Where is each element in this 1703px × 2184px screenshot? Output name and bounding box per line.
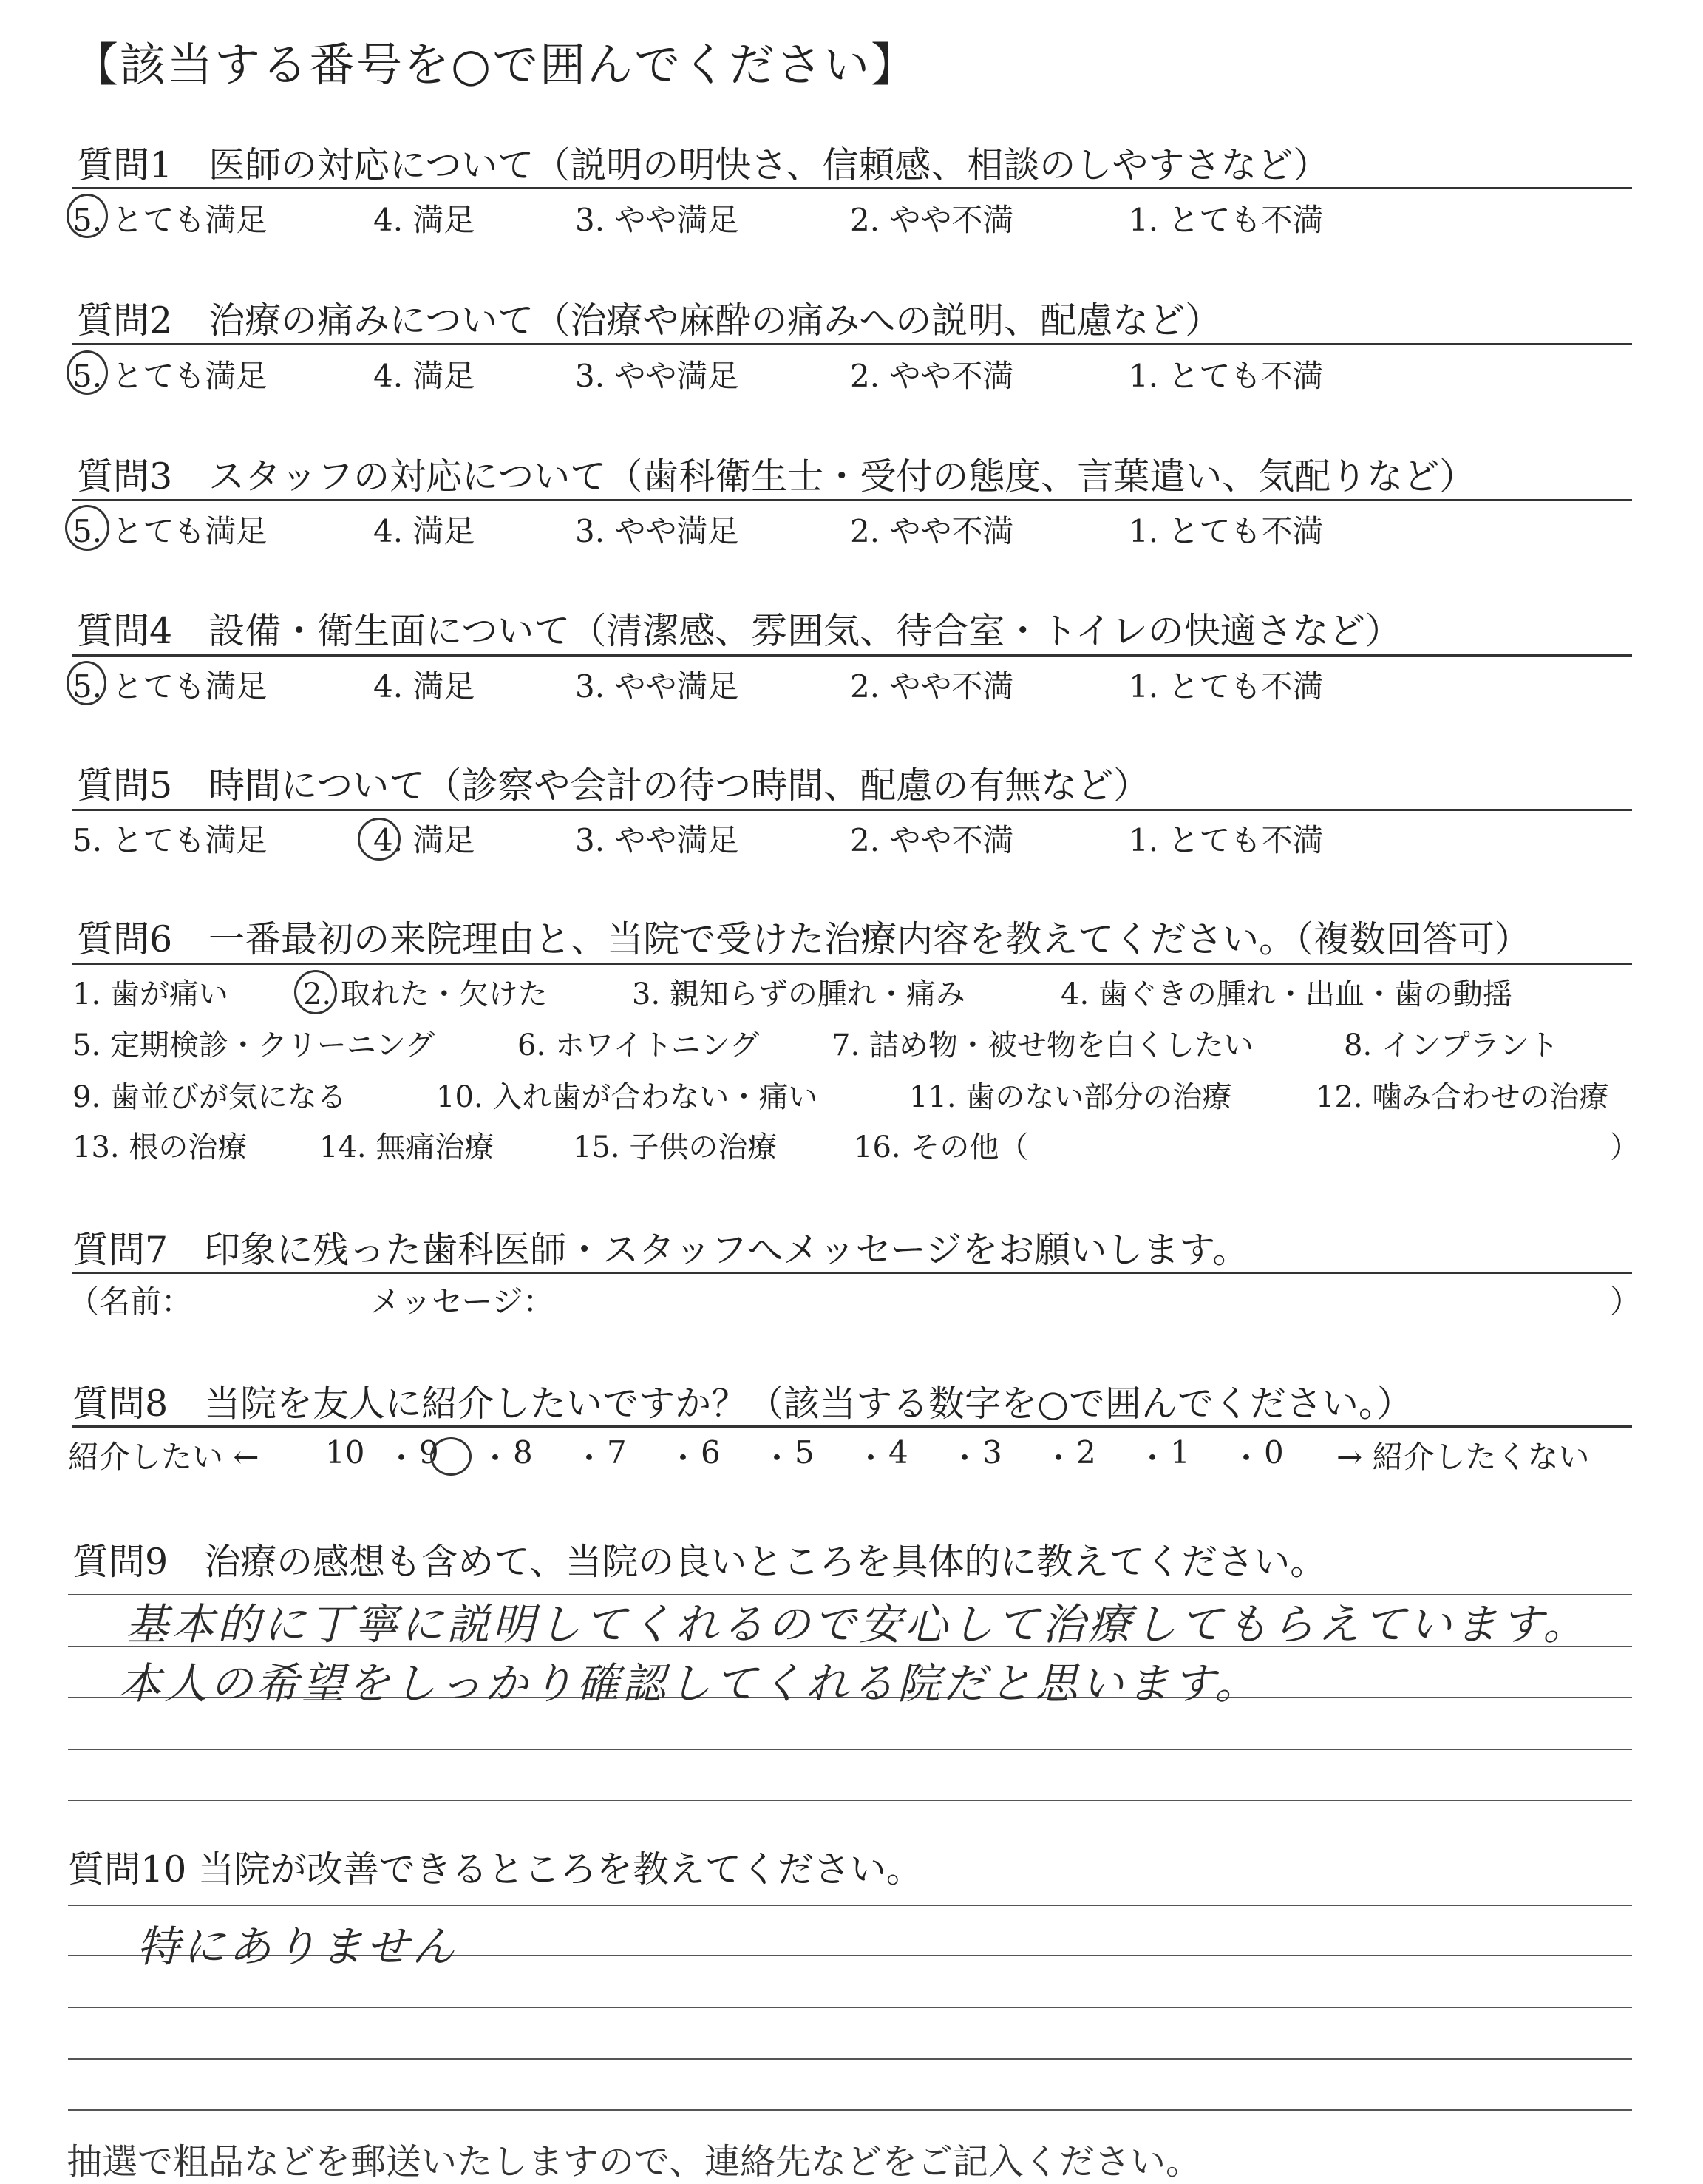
q4-option-1[interactable]: 1. とても不満 — [1129, 668, 1324, 705]
question-3-rule — [72, 499, 1632, 501]
question-9-title: 質問9 治療の感想も含めて、当院の良いところを具体的に教えてください。 — [72, 1541, 1327, 1583]
q3-option-4[interactable]: 4. 満足 — [373, 513, 475, 549]
q6-option-16-close-paren: ） — [1610, 1130, 1639, 1164]
q8-scale-separator: ・ — [1137, 1440, 1169, 1476]
page-title: 【該当する番号を○で囲んでください】 — [72, 38, 919, 92]
q10-answer-line-5 — [68, 2109, 1632, 2111]
q3-option-1[interactable]: 1. とても不満 — [1129, 513, 1324, 549]
q2-option-2[interactable]: 2. やや不満 — [850, 358, 1014, 394]
q1-selection-circle — [67, 194, 108, 238]
q4-option-3[interactable]: 3. やや満足 — [575, 668, 739, 705]
q1-option-3[interactable]: 3. やや満足 — [575, 202, 739, 238]
q8-scale-value[interactable]: 1 — [1170, 1434, 1190, 1471]
q8-scale-separator: ・ — [1043, 1440, 1075, 1476]
q8-scale-separator: ・ — [761, 1440, 793, 1476]
question-4-rule — [72, 654, 1632, 657]
q10-answer-line-4 — [68, 2058, 1632, 2060]
q8-scale-separator: ・ — [949, 1440, 981, 1476]
q6-option-4[interactable]: 4. 歯ぐきの腫れ・出血・歯の動揺 — [1061, 977, 1512, 1011]
q8-scale-value[interactable]: 10 — [325, 1434, 365, 1471]
q8-scale-value[interactable]: 0 — [1264, 1434, 1284, 1471]
q8-scale-value[interactable]: 4 — [888, 1434, 908, 1471]
q7-close-paren: ） — [1610, 1283, 1642, 1320]
q8-scale-separator: ・ — [386, 1440, 418, 1476]
q4-option-2[interactable]: 2. やや不満 — [850, 668, 1014, 705]
q3-option-5[interactable]: 5. とても満足 — [72, 513, 268, 549]
q9-answer-line-5 — [68, 1800, 1632, 1801]
q7-message-label: メッセージ： — [370, 1283, 554, 1320]
question-4-title: 質問4 設備・衛生面について（清潔感、雰囲気、待合室・トイレの快適さなど） — [77, 610, 1401, 652]
q6-selection-circle — [294, 970, 337, 1014]
q6-option-9[interactable]: 9. 歯並びが気になる — [72, 1080, 347, 1114]
q6-option-10[interactable]: 10. 入れ歯が合わない・痛い — [436, 1080, 818, 1114]
q2-option-1[interactable]: 1. とても不満 — [1129, 358, 1324, 394]
q6-option-3[interactable]: 3. 親知らずの腫れ・痛み — [632, 977, 965, 1011]
footer-cutoff-text: 抽選で粗品などを郵送いたしますので、連絡先などをご記入ください。 — [67, 2141, 1202, 2183]
question-6-title: 質問6 一番最初の来院理由と、当院で受けた治療内容を教えてください。（複数回答可） — [77, 918, 1531, 960]
question-5-title: 質問5 時間について（診察や会計の待つ時間、配慮の有無など） — [77, 764, 1150, 807]
q4-selection-circle — [67, 661, 106, 705]
q8-scale-value[interactable]: 9 — [419, 1434, 439, 1471]
q6-option-14[interactable]: 14. 無痛治療 — [319, 1130, 494, 1164]
q7-name-label: （名前： — [68, 1283, 193, 1320]
q8-scale-value[interactable]: 7 — [607, 1434, 627, 1471]
q2-option-4[interactable]: 4. 満足 — [373, 358, 475, 394]
q5-option-1[interactable]: 1. とても不満 — [1129, 822, 1324, 858]
q6-option-7[interactable]: 7. 詰め物・被せ物を白くしたい — [832, 1028, 1254, 1062]
question-2-title: 質問2 治療の痛みについて（治療や麻酔の痛みへの説明、配慮など） — [77, 299, 1222, 342]
q6-option-13[interactable]: 13. 根の治療 — [72, 1130, 248, 1164]
q1-option-2[interactable]: 2. やや不満 — [850, 202, 1014, 238]
q5-option-4[interactable]: 4. 満足 — [373, 822, 475, 858]
q1-option-1[interactable]: 1. とても不満 — [1129, 202, 1324, 238]
q8-scale-separator: ・ — [667, 1440, 699, 1476]
q6-option-6[interactable]: 6. ホワイトニング — [517, 1028, 760, 1062]
q6-option-12[interactable]: 12. 噛み合わせの治療 — [1316, 1080, 1609, 1114]
q5-selection-circle — [358, 818, 401, 861]
question-1-title: 質問1 医師の対応について（説明の明快さ、信頼感、相談のしやすさなど） — [77, 144, 1330, 186]
q8-right-label: → 紹介したくない — [1336, 1439, 1590, 1475]
q6-option-5[interactable]: 5. 定期検診・クリーニング — [72, 1028, 435, 1062]
question-5-rule — [72, 809, 1632, 811]
q8-selection-circle — [430, 1437, 472, 1476]
question-6-rule — [72, 963, 1632, 965]
q8-scale-separator: ・ — [855, 1440, 887, 1476]
q6-option-1[interactable]: 1. 歯が痛い — [72, 977, 228, 1011]
q2-selection-circle — [67, 350, 108, 395]
q5-option-3[interactable]: 3. やや満足 — [575, 822, 739, 858]
q2-option-3[interactable]: 3. やや満足 — [575, 358, 739, 394]
q4-option-4[interactable]: 4. 満足 — [373, 668, 475, 705]
question-10-title: 質問10 当院が改善できるところを教えてください。 — [68, 1848, 922, 1890]
q4-option-5[interactable]: 5. とても満足 — [72, 668, 268, 705]
q6-option-8[interactable]: 8. インプラント — [1344, 1028, 1559, 1062]
q10-handwritten-answer: 特にありません — [137, 1922, 458, 1972]
q1-option-5[interactable]: 5. とても満足 — [72, 202, 268, 238]
question-7-title: 質問7 印象に残った歯科医師・スタッフへメッセージをお願いします。 — [72, 1229, 1249, 1271]
q8-scale-value[interactable]: 5 — [795, 1434, 815, 1471]
q1-option-4[interactable]: 4. 満足 — [373, 202, 475, 238]
q8-scale-value[interactable]: 2 — [1076, 1434, 1096, 1471]
q6-option-11[interactable]: 11. 歯のない部分の治療 — [909, 1080, 1232, 1114]
q10-answer-line-3 — [68, 2007, 1632, 2008]
question-1-rule — [72, 187, 1632, 189]
q3-selection-circle — [65, 505, 109, 551]
q6-option-2[interactable]: 2. 取れた・欠けた — [303, 977, 548, 1011]
q3-option-2[interactable]: 2. やや不満 — [850, 513, 1014, 549]
q2-option-5[interactable]: 5. とても満足 — [72, 358, 268, 394]
q8-scale-separator: ・ — [574, 1440, 605, 1476]
q8-scale-separator: ・ — [480, 1440, 511, 1476]
question-7-rule — [72, 1272, 1632, 1274]
q8-scale-value[interactable]: 6 — [701, 1434, 721, 1471]
q10-answer-line-1 — [68, 1905, 1632, 1906]
q6-option-16[interactable]: 16. その他（ — [854, 1130, 1029, 1164]
question-3-title: 質問3 スタッフの対応について（歯科衛生士・受付の態度、言葉遣い、気配りなど） — [77, 455, 1476, 498]
question-8-title: 質問8 当院を友人に紹介したいですか？（該当する数字を○で囲んでください。） — [72, 1383, 1413, 1425]
question-2-rule — [72, 343, 1632, 345]
q9-handwritten-answer-2: 本人の希望をしっかり確認してくれる院だと思います。 — [118, 1658, 1261, 1709]
question-8-rule — [72, 1425, 1632, 1428]
q6-option-15[interactable]: 15. 子供の治療 — [573, 1130, 778, 1164]
q8-left-label: 紹介したい ← — [68, 1439, 259, 1475]
q3-option-3[interactable]: 3. やや満足 — [575, 513, 739, 549]
q8-scale-separator: ・ — [1231, 1440, 1262, 1476]
q9-answer-line-4 — [68, 1749, 1632, 1750]
q5-option-2[interactable]: 2. やや不満 — [850, 822, 1014, 858]
q5-option-5[interactable]: 5. とても満足 — [72, 822, 268, 858]
q9-handwritten-answer-1: 基本的に丁寧に説明してくれるので安心して治療してもらえています。 — [126, 1599, 1589, 1649]
q8-scale-value[interactable]: 3 — [982, 1434, 1002, 1471]
q8-scale-value[interactable]: 8 — [513, 1434, 533, 1471]
